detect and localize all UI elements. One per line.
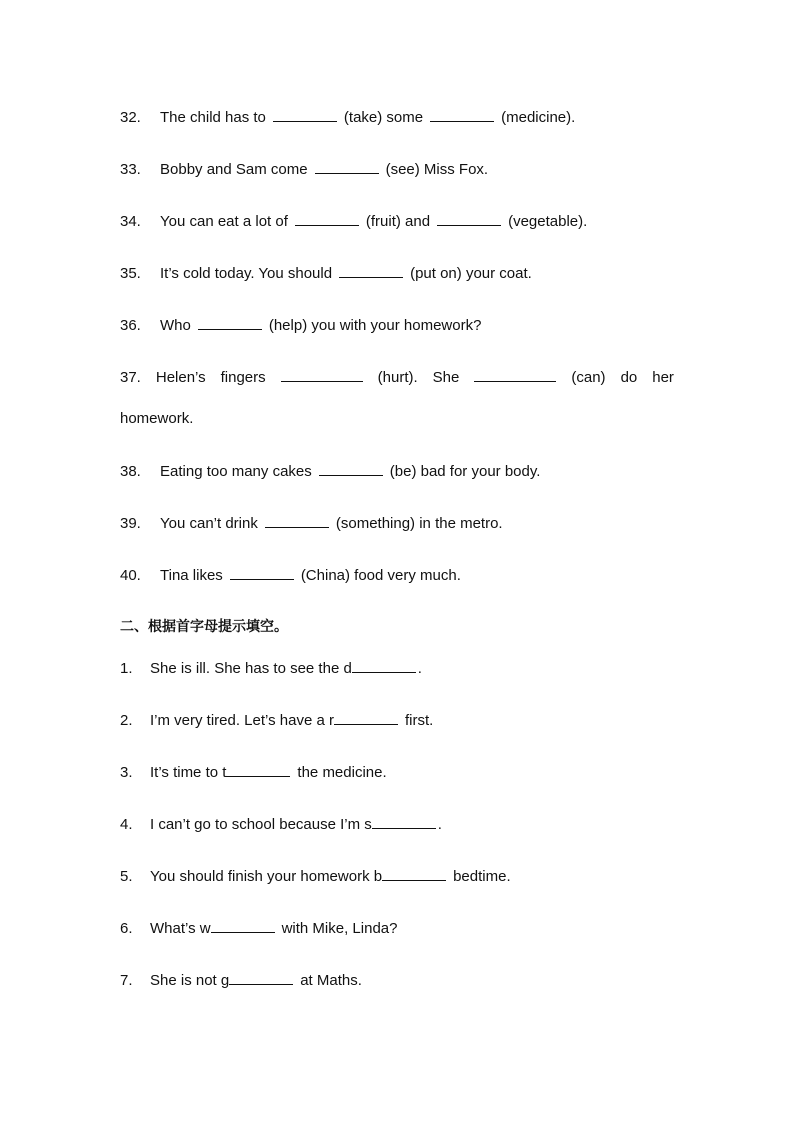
question-number: 32.	[120, 109, 141, 126]
answer-blank[interactable]	[230, 565, 294, 580]
question-text: (help) you with your homework?	[268, 317, 482, 334]
question-5	[120, 866, 511, 887]
question-text: bedtime.	[453, 868, 511, 885]
question-number: 1.	[120, 660, 133, 677]
answer-blank[interactable]	[372, 814, 436, 829]
question-34	[120, 211, 587, 232]
question-word: fingers	[220, 369, 266, 386]
question-number: 6.	[120, 920, 133, 937]
answer-blank[interactable]	[430, 107, 494, 122]
question-number: 7.	[120, 972, 133, 989]
question-text: (vegetable).	[508, 213, 588, 230]
question-text: I can’t go to school because I’m s	[150, 816, 372, 833]
question-text: I’m very tired. Let’s have a r	[150, 712, 334, 729]
question-number: 36.	[120, 317, 141, 334]
answer-blank[interactable]	[474, 367, 556, 382]
question-text: She is ill. She has to see the d	[150, 660, 352, 677]
question-37	[120, 367, 674, 388]
answer-blank[interactable]	[273, 107, 337, 122]
question-text: You can’t drink	[160, 515, 258, 532]
question-text: the medicine.	[297, 764, 387, 781]
question-40	[120, 565, 461, 586]
section-heading: 二、根据首字母提示填空。	[120, 619, 288, 635]
question-text: (be) bad for your body.	[389, 463, 541, 480]
question-text: It’s cold today. You should	[160, 265, 333, 282]
question-33	[120, 159, 488, 180]
question-number: 2.	[120, 712, 133, 729]
question-number: 39.	[120, 515, 141, 532]
question-text: .	[437, 816, 442, 833]
answer-blank[interactable]	[295, 211, 359, 226]
answer-blank[interactable]	[339, 263, 403, 278]
question-3	[120, 762, 387, 783]
question-text: .	[417, 660, 422, 677]
question-text: (medicine).	[501, 109, 576, 126]
question-number: 4.	[120, 816, 133, 833]
answer-blank[interactable]	[319, 461, 383, 476]
question-2	[120, 710, 433, 731]
question-number: 33.	[120, 161, 141, 178]
answer-blank[interactable]	[265, 513, 329, 528]
question-text: first.	[404, 712, 434, 729]
question-35	[120, 263, 532, 284]
question-number: 3.	[120, 764, 133, 781]
question-word: Helen’s	[155, 369, 206, 386]
question-text: Eating too many cakes	[160, 463, 312, 480]
question-number: 37.	[120, 369, 141, 386]
question-text: homework.	[120, 410, 194, 427]
answer-blank[interactable]	[382, 866, 446, 881]
question-word: (hurt).	[377, 369, 418, 386]
question-number: 38.	[120, 463, 141, 480]
question-number: 40.	[120, 567, 141, 584]
question-text: (put on) your coat.	[410, 265, 532, 282]
question-text: (see) Miss Fox.	[385, 161, 489, 178]
question-36	[120, 315, 481, 336]
question-text: (something) in the metro.	[335, 515, 503, 532]
question-text: You can eat a lot of	[160, 213, 288, 230]
question-number: 34.	[120, 213, 141, 230]
question-text: What’s w	[150, 920, 211, 937]
answer-blank[interactable]	[315, 159, 379, 174]
question-37-continued	[120, 409, 193, 429]
question-text: with Mike, Linda?	[281, 920, 398, 937]
question-text: The child has to	[160, 109, 266, 126]
question-38	[120, 461, 540, 482]
question-text: (take) some	[343, 109, 424, 126]
question-text: It’s time to t	[150, 764, 227, 781]
question-text: She is not g	[150, 972, 230, 989]
question-1	[120, 658, 422, 679]
question-text: at Maths.	[300, 972, 362, 989]
question-4	[120, 814, 442, 835]
answer-blank[interactable]	[437, 211, 501, 226]
question-word: her	[652, 369, 674, 386]
question-word: (can)	[571, 369, 606, 386]
question-text: You should finish your homework b	[150, 868, 383, 885]
answer-blank[interactable]	[352, 658, 416, 673]
answer-blank[interactable]	[198, 315, 262, 330]
answer-blank[interactable]	[229, 970, 293, 985]
question-text: Bobby and Sam come	[160, 161, 308, 178]
question-number: 35.	[120, 265, 141, 282]
question-39	[120, 513, 503, 534]
question-word: do	[620, 369, 638, 386]
question-text: (China) food very much.	[300, 567, 461, 584]
answer-blank[interactable]	[226, 762, 290, 777]
question-32	[120, 107, 575, 128]
question-word: She	[432, 369, 460, 386]
question-text: Who	[160, 317, 191, 334]
question-text: Tina likes	[160, 567, 223, 584]
question-number: 5.	[120, 868, 133, 885]
answer-blank[interactable]	[281, 367, 363, 382]
question-text: (fruit) and	[365, 213, 431, 230]
question-7	[120, 970, 362, 991]
answer-blank[interactable]	[211, 918, 275, 933]
question-6	[120, 918, 397, 939]
answer-blank[interactable]	[334, 710, 398, 725]
